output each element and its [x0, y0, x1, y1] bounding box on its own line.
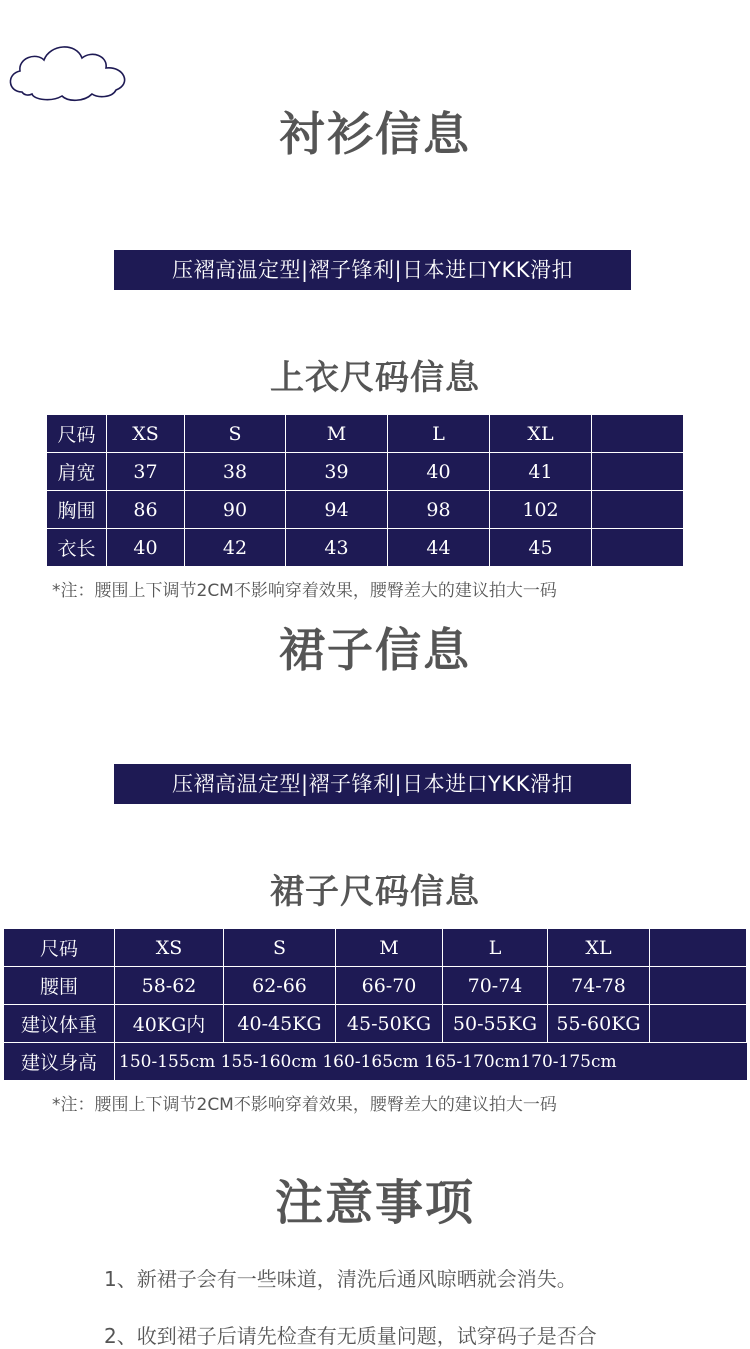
table-cell: 41	[490, 453, 592, 491]
table-cell: 43	[286, 529, 388, 567]
table-cell: 94	[286, 491, 388, 529]
header-cell: 尺码	[47, 415, 107, 453]
header-cell: XL	[548, 929, 650, 967]
header-cell: 尺码	[4, 929, 115, 967]
table-cell: 62-66	[224, 967, 336, 1005]
shirt-info-title: 衬衫信息	[279, 107, 471, 161]
header-cell: S	[185, 415, 286, 453]
skirt-size-table	[3, 928, 747, 1081]
header-cell	[592, 415, 684, 453]
header-cell: L	[388, 415, 490, 453]
table-row	[47, 453, 684, 491]
skirt-feature-banner: 压褶高温定型|褶子锋利|日本进口YKK滑扣	[114, 764, 631, 804]
table-cell: 45-50KG	[336, 1005, 443, 1043]
table-cell: 40-45KG	[224, 1005, 336, 1043]
notice-item: 2、收到裙子后请先检查有无质量问题，试穿码子是否合	[104, 1324, 597, 1348]
table-cell: 55-60KG	[548, 1005, 650, 1043]
header-cell: XS	[107, 415, 185, 453]
table-cell: 37	[107, 453, 185, 491]
table-cell: 40	[107, 529, 185, 567]
row-label: 建议身高	[4, 1043, 115, 1081]
row-label: 胸围	[47, 491, 107, 529]
table-cell: 38	[185, 453, 286, 491]
table-cell: 70-74	[443, 967, 548, 1005]
notice-title: 注意事项	[274, 1175, 475, 1231]
table-row	[47, 529, 684, 567]
table-cell: 44	[388, 529, 490, 567]
shirt-size-table-title: 上衣尺码信息	[270, 358, 480, 398]
table-cell: 102	[490, 491, 592, 529]
header-cell: L	[443, 929, 548, 967]
row-label: 衣长	[47, 529, 107, 567]
header-cell: S	[224, 929, 336, 967]
row-label: 建议体重	[4, 1005, 115, 1043]
table-cell: 66-70	[336, 967, 443, 1005]
header-cell: XL	[490, 415, 592, 453]
table-header-row	[47, 415, 684, 453]
height-range-cell: 150-155cm 155-160cm 160-165cm 165-170cm170-175cm	[115, 1043, 747, 1081]
table-cell: 58-62	[115, 967, 224, 1005]
cloud-icon	[4, 40, 134, 104]
table-cell	[592, 491, 684, 529]
table-cell	[592, 453, 684, 491]
shirt-size-table	[46, 414, 684, 567]
table-cell: 45	[490, 529, 592, 567]
table-cell	[650, 1005, 747, 1043]
table-row	[4, 1005, 747, 1043]
row-label: 肩宽	[47, 453, 107, 491]
table-cell: 98	[388, 491, 490, 529]
table-header-row	[4, 929, 747, 967]
table-cell: 86	[107, 491, 185, 529]
table-cell	[592, 529, 684, 567]
notice-item: 1、新裙子会有一些味道，清洗后通风晾晒就会消失。	[104, 1267, 577, 1291]
table-cell: 42	[185, 529, 286, 567]
header-cell	[650, 929, 747, 967]
table-cell: 40KG内	[115, 1005, 224, 1043]
table-cell: 50-55KG	[443, 1005, 548, 1043]
header-cell: XS	[115, 929, 224, 967]
table-row	[47, 491, 684, 529]
skirt-info-title: 裙子信息	[279, 623, 471, 677]
header-cell: M	[286, 415, 388, 453]
row-label: 腰围	[4, 967, 115, 1005]
table-row	[4, 967, 747, 1005]
skirt-size-table-title: 裙子尺码信息	[270, 872, 480, 912]
table-row	[4, 1043, 747, 1081]
table-cell: 74-78	[548, 967, 650, 1005]
table-cell	[650, 967, 747, 1005]
skirt-size-note: *注：腰围上下调节2CM不影响穿着效果，腰臀差大的建议拍大一码	[52, 1095, 557, 1115]
table-cell: 39	[286, 453, 388, 491]
table-cell: 90	[185, 491, 286, 529]
header-cell: M	[336, 929, 443, 967]
shirt-feature-banner: 压褶高温定型|褶子锋利|日本进口YKK滑扣	[114, 250, 631, 290]
table-cell: 40	[388, 453, 490, 491]
shirt-size-note: *注：腰围上下调节2CM不影响穿着效果，腰臀差大的建议拍大一码	[52, 581, 557, 601]
